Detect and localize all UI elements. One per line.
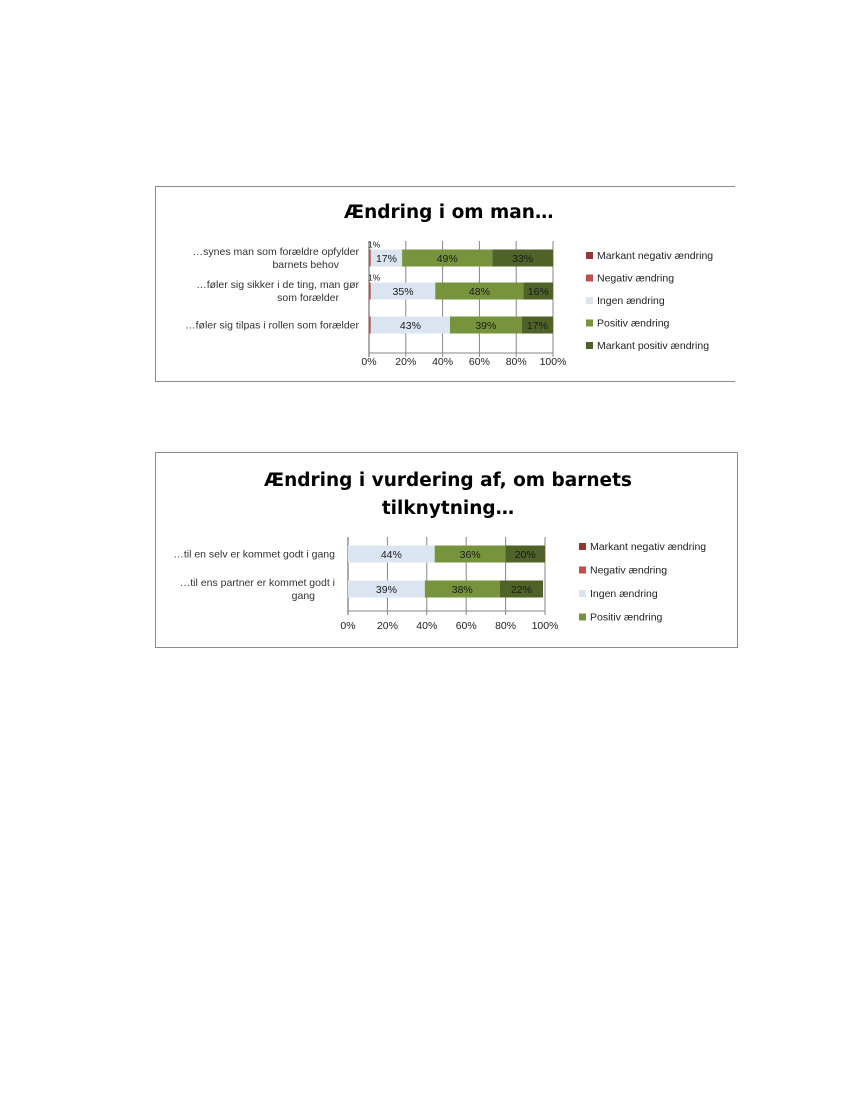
data-label: 49% xyxy=(436,253,458,265)
bar-segment xyxy=(369,250,371,267)
legend-label: Markant negativ ændring xyxy=(590,541,707,553)
category-label: …til ens partner er kommet godt i gang xyxy=(179,577,335,602)
chart-svg-attachment xyxy=(156,453,739,649)
chart-svg-change-in-parenting xyxy=(156,187,736,383)
legend-label: Ingen ændring xyxy=(597,295,665,307)
x-tick-label: 40% xyxy=(416,620,438,632)
legend-swatch xyxy=(586,297,593,304)
legend-swatch xyxy=(586,252,593,259)
data-label: 43% xyxy=(399,320,421,332)
legend-label: Markant negativ ændring xyxy=(597,250,714,262)
data-label: 17% xyxy=(375,253,397,265)
chart-panel-attachment xyxy=(155,452,738,648)
legend-swatch xyxy=(586,320,593,327)
category-label: …synes man som forældre opfylder barnets behov xyxy=(192,246,359,271)
data-label: 35% xyxy=(392,286,414,298)
data-label: 48% xyxy=(468,286,490,298)
x-tick-label: 0% xyxy=(361,356,377,368)
x-tick-label: 80% xyxy=(495,620,517,632)
data-label: 39% xyxy=(475,320,497,332)
legend-label: Negativ ændring xyxy=(590,564,668,577)
x-tick-label: 20% xyxy=(376,620,398,632)
data-label: 44% xyxy=(380,549,402,561)
chart-title: Ændring i vurdering af, om barnets tilknytning… xyxy=(264,470,632,519)
legend-label: Negativ ændring xyxy=(597,272,675,285)
x-tick-label: 40% xyxy=(432,356,454,368)
legend-label: Positiv ændring xyxy=(590,611,663,624)
legend-swatch xyxy=(579,567,586,574)
legend-label: Markant positiv ændring xyxy=(597,340,710,352)
data-label: 17% xyxy=(526,320,548,332)
x-tick-label: 100% xyxy=(539,356,567,368)
chart-panel-change-in-parenting xyxy=(155,186,735,382)
category-label: …til en selv er kommet godt i gang xyxy=(173,548,335,561)
x-tick-label: 80% xyxy=(505,356,527,368)
data-label: 22% xyxy=(510,584,532,596)
data-label: 36% xyxy=(459,549,481,561)
x-tick-label: 100% xyxy=(531,620,559,632)
data-label: 39% xyxy=(375,584,397,596)
data-label: 16% xyxy=(527,286,549,298)
data-label: 1% xyxy=(368,239,381,250)
legend-label: Ingen ændring xyxy=(590,588,658,600)
data-label: 33% xyxy=(512,253,534,265)
x-tick-label: 60% xyxy=(468,356,490,368)
bar-segment xyxy=(369,317,371,334)
legend-swatch xyxy=(579,590,586,597)
legend-swatch xyxy=(579,614,586,621)
bar-segment xyxy=(369,283,371,300)
x-tick-label: 60% xyxy=(455,620,477,632)
legend-swatch xyxy=(586,342,593,349)
data-label: 38% xyxy=(451,584,473,596)
x-tick-label: 0% xyxy=(340,620,356,632)
data-label: 20% xyxy=(514,549,536,561)
category-label: …føler sig sikker i de ting, man gør som forælder xyxy=(196,279,359,304)
category-label: …føler sig tilpas i rollen som forælder xyxy=(185,319,359,332)
legend-swatch xyxy=(579,543,586,550)
x-tick-label: 20% xyxy=(395,356,417,368)
chart-title: Ændring i om man… xyxy=(344,202,554,223)
data-label: 1% xyxy=(368,272,381,283)
legend-label: Positiv ændring xyxy=(597,317,670,330)
legend-swatch xyxy=(586,275,593,282)
